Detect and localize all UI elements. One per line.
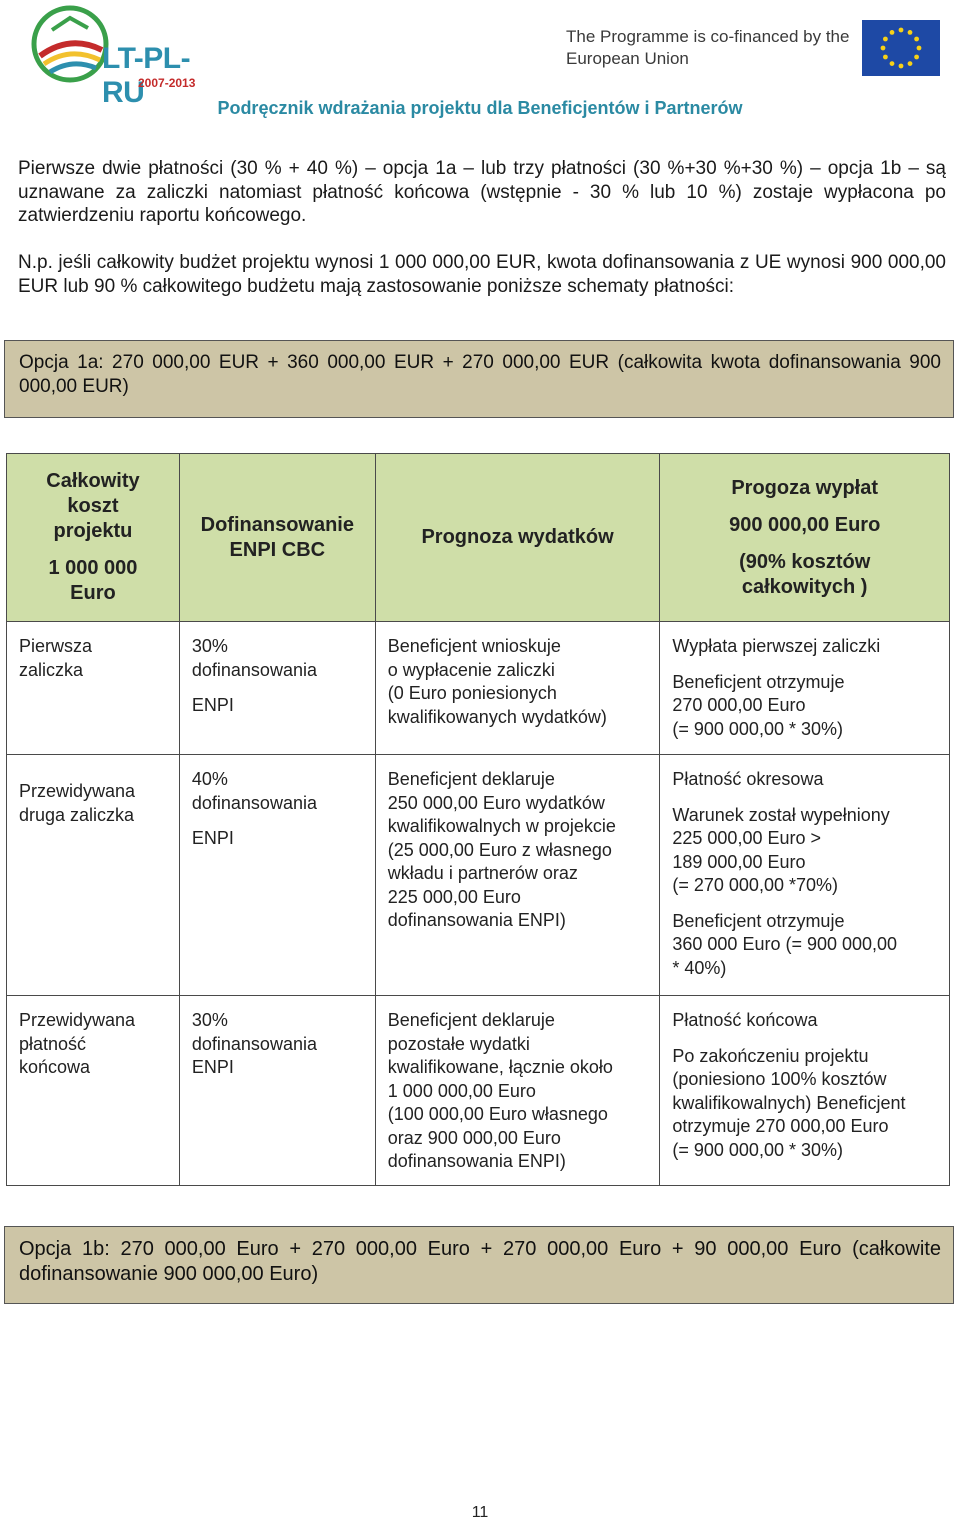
cell-text: pozostałe wydatki bbox=[387, 1033, 530, 1054]
header-text: Dofinansowanie bbox=[200, 513, 354, 536]
row-expenditure bbox=[375, 755, 660, 996]
row-cofinancing bbox=[179, 622, 375, 755]
header-total-cost bbox=[7, 454, 180, 622]
cell-text: Beneficjent deklaruje bbox=[387, 1010, 555, 1030]
header-text: projektu bbox=[53, 520, 133, 542]
row-payment bbox=[660, 755, 950, 996]
table-row bbox=[7, 996, 950, 1186]
cell-text: ENPI bbox=[191, 828, 234, 848]
cell-text: kwalifikowalnych w projekcie bbox=[387, 816, 616, 836]
header-text: (90% kosztów bbox=[739, 550, 871, 573]
cell-text: Beneficjent wnioskuje bbox=[387, 636, 561, 656]
cell-text: 1 000 000,00 Euro bbox=[387, 1080, 536, 1101]
cell-text: Płatność okresowa bbox=[672, 769, 824, 789]
cell-text: 189 000,00 Euro bbox=[672, 851, 806, 872]
cell-text: otrzymuje 270 000,00 Euro bbox=[672, 1116, 889, 1136]
cell-text: dofinansowania bbox=[191, 792, 317, 813]
cell-text: 250 000,00 Euro wydatków bbox=[387, 792, 605, 813]
cell-text: druga zaliczka bbox=[19, 804, 135, 825]
row-payment bbox=[660, 996, 950, 1186]
cell-text: 40% bbox=[191, 769, 228, 789]
cofinanced-line-2: European Union bbox=[566, 49, 689, 68]
cell-text: 225 000,00 Euro bbox=[387, 886, 521, 907]
cell-text: (= 270 000,00 *70%) bbox=[672, 875, 838, 895]
cell-text: dofinansowania ENPI) bbox=[387, 910, 566, 930]
header-cofinancing bbox=[179, 454, 375, 622]
cell-text: (= 900 000,00 * 30%) bbox=[672, 1139, 843, 1160]
cell-text: ENPI bbox=[191, 1057, 234, 1077]
row-expenditure bbox=[375, 622, 660, 755]
cell-text: Beneficjent otrzymuje bbox=[672, 910, 845, 931]
cell-text: * 40%) bbox=[672, 957, 727, 978]
cell-text: 360 000 Euro (= 900 000,00 bbox=[672, 934, 898, 954]
cell-text: Beneficjent otrzymuje bbox=[672, 671, 845, 692]
paragraph-payments-intro: Pierwsze dwie płatności (30 % + 40 %) – opcja 1a – lub trzy płatności (30 %+30 %+30 %) – opcja 1b – są uznawane za zaliczki natomiast płatność końcowa (wstępnie - 30 % lub 10 %) zostaje wypłacona po zatwierdzeniu raportu końcowego. bbox=[18, 158, 946, 226]
cell-text: Po zakończeniu projektu bbox=[672, 1045, 869, 1066]
option-1a-box: Opcja 1a: 270 000,00 EUR + 360 000,00 EUR + 270 000,00 EUR (całkowita kwota dofinansowania 900 000,00 EUR) bbox=[4, 340, 954, 418]
cell-text: (100 000,00 Euro własnego bbox=[387, 1104, 608, 1124]
cell-text: 30% bbox=[191, 1010, 228, 1030]
row-cofinancing bbox=[179, 755, 375, 996]
cell-text: Pierwsza bbox=[19, 636, 93, 656]
cell-text: 270 000,00 Euro bbox=[672, 695, 806, 715]
header-text: ENPI CBC bbox=[229, 538, 326, 561]
header-text: Prognoza wydatków bbox=[421, 526, 614, 548]
cell-text: ENPI bbox=[191, 695, 234, 715]
cell-text: Warunek został wypełniony bbox=[672, 804, 890, 825]
cell-text: dofinansowania bbox=[191, 1033, 317, 1054]
header-payment-forecast bbox=[660, 454, 950, 622]
row-expenditure bbox=[375, 996, 660, 1186]
header-text: Progoza wypłat bbox=[731, 476, 879, 499]
cell-text: (poniesiono 100% kosztów bbox=[672, 1069, 887, 1089]
header-text: Całkowity bbox=[46, 470, 140, 492]
logo-text: LT-PL-RU bbox=[102, 42, 191, 109]
cell-text: Przewidywana bbox=[19, 781, 136, 801]
payment-schedule-table bbox=[6, 453, 950, 1186]
cell-text: dofinansowania ENPI) bbox=[387, 1151, 566, 1171]
header-text: 1 000 000 bbox=[48, 557, 138, 579]
cell-text: wkładu i partnerów oraz bbox=[387, 863, 578, 883]
cell-text: (= 900 000,00 * 30%) bbox=[672, 718, 843, 739]
eu-flag-icon bbox=[862, 20, 940, 76]
page-number: 11 bbox=[471, 1504, 489, 1521]
cell-text: Płatność końcowa bbox=[672, 1010, 818, 1030]
header-text: 900 000,00 Euro bbox=[729, 513, 881, 536]
cell-text: (0 Euro poniesionych bbox=[387, 683, 557, 703]
programme-logo bbox=[30, 4, 230, 109]
table-header-row bbox=[7, 454, 950, 622]
cell-text: Wypłata pierwszej zaliczki bbox=[672, 636, 881, 656]
page-header bbox=[0, 0, 960, 130]
row-cofinancing bbox=[179, 996, 375, 1186]
table-row bbox=[7, 755, 950, 996]
row-stage bbox=[7, 996, 180, 1186]
cell-text: kwalifikowanych wydatków) bbox=[387, 706, 607, 727]
logo-years: 2007-2013 bbox=[138, 76, 196, 90]
row-payment bbox=[660, 622, 950, 755]
cell-text: płatność bbox=[19, 1033, 87, 1054]
cell-text: kwalifikowalnych) Beneficjent bbox=[672, 1092, 906, 1113]
cell-text: końcowa bbox=[19, 1057, 91, 1077]
header-expenditure-forecast bbox=[375, 454, 660, 622]
header-text: całkowitych ) bbox=[741, 575, 868, 598]
document-subtitle: Podręcznik wdrażania projektu dla Beneficjentów i Partnerów bbox=[217, 98, 743, 118]
cell-text: o wypłacenie zaliczki bbox=[387, 659, 555, 680]
cell-text: (25 000,00 Euro z własnego bbox=[387, 839, 612, 860]
cell-text: kwalifikowane, łącznie około bbox=[387, 1057, 613, 1077]
cell-text: oraz 900 000,00 Euro bbox=[387, 1127, 561, 1148]
cell-text: Przewidywana bbox=[19, 1010, 136, 1030]
cell-text: Beneficjent deklaruje bbox=[387, 769, 555, 789]
table-row bbox=[7, 622, 950, 755]
paragraph-example: N.p. jeśli całkowity budżet projektu wynosi 1 000 000,00 EUR, kwota dofinansowania z UE wynosi 900 000,00 EUR lub 90 % całkowitego budżetu mają zastosowanie poniższe schematy płatności: bbox=[18, 252, 946, 297]
cell-text: zaliczka bbox=[19, 659, 84, 680]
row-stage bbox=[7, 755, 180, 996]
cell-text: 30% bbox=[191, 636, 228, 656]
cofinanced-line-1: The Programme is co-financed by the bbox=[566, 27, 850, 46]
header-text: Euro bbox=[70, 582, 116, 604]
option-1b-box: Opcja 1b: 270 000,00 Euro + 270 000,00 Euro + 270 000,00 Euro + 90 000,00 Euro (całkowite dofinansowanie 900 000,00 Euro) bbox=[4, 1226, 954, 1304]
cell-text: 225 000,00 Euro > bbox=[672, 828, 821, 848]
cell-text: dofinansowania bbox=[191, 659, 317, 680]
row-stage bbox=[7, 622, 180, 755]
header-text: koszt bbox=[67, 495, 119, 517]
cofinanced-notice bbox=[566, 26, 851, 70]
